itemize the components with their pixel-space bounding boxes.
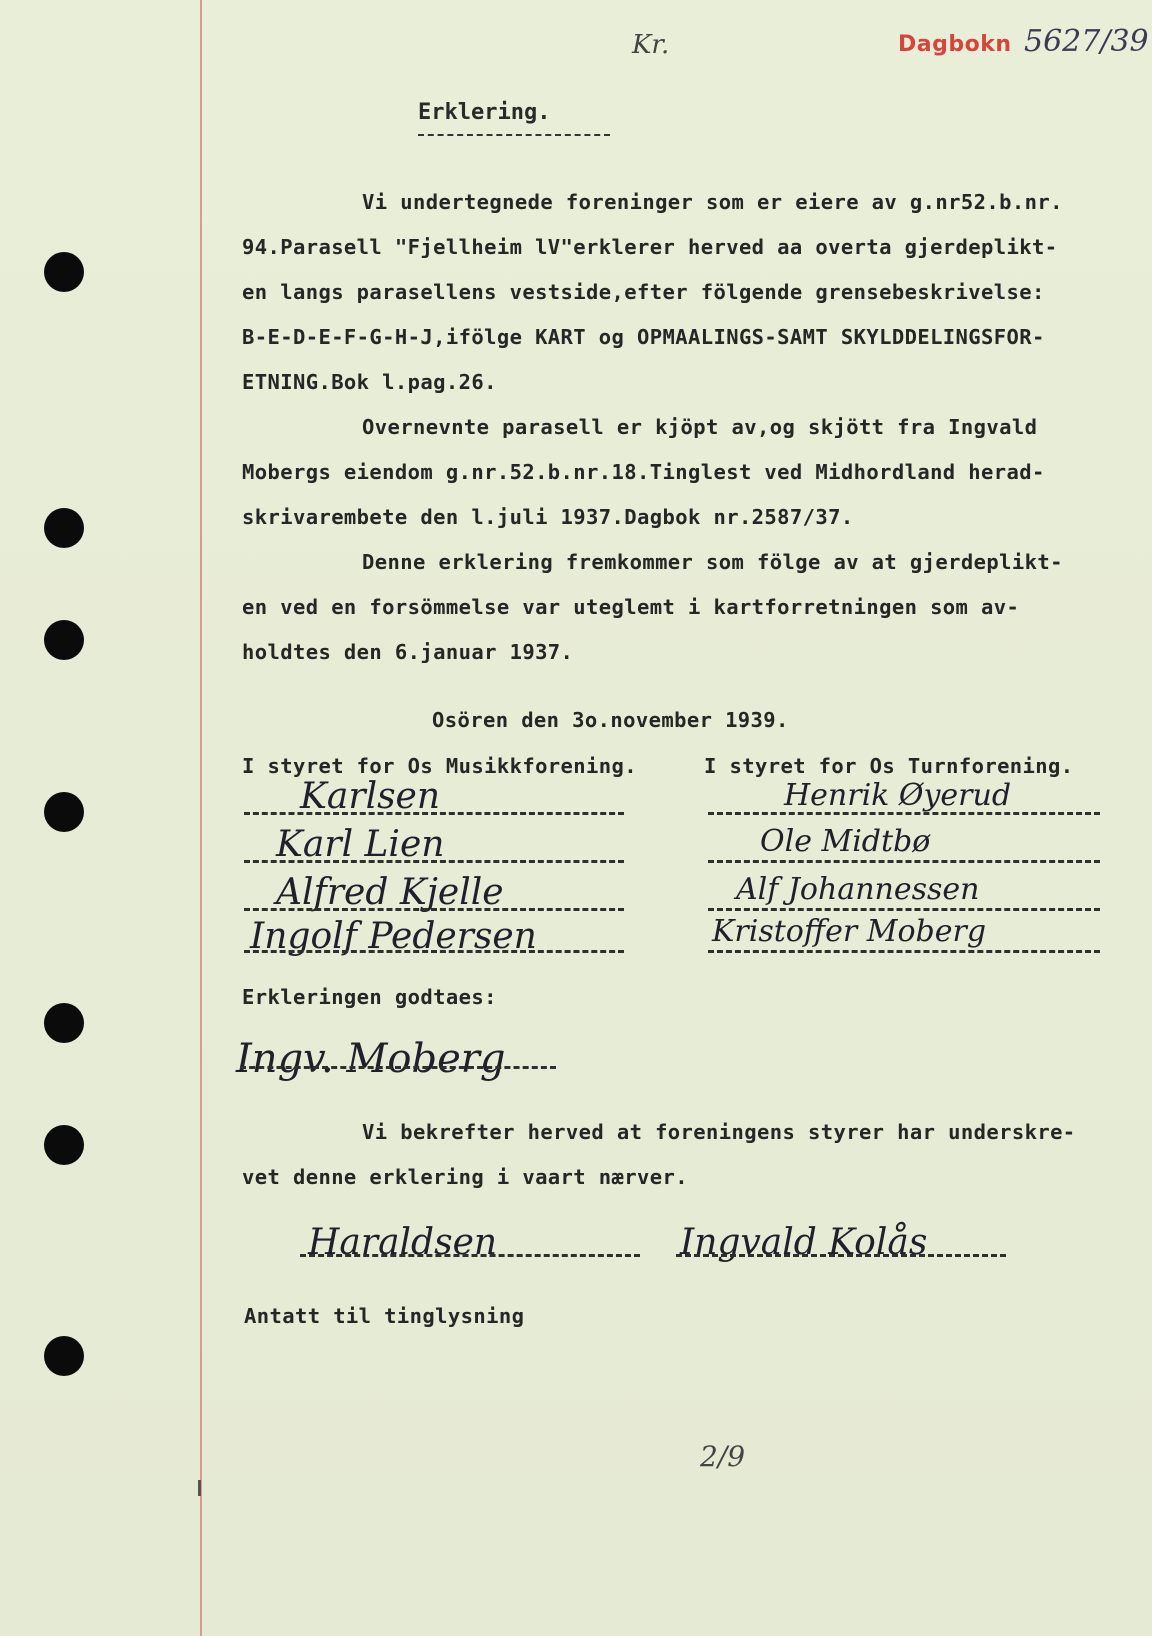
signature-right-2: Ole Midtbø <box>760 824 931 859</box>
body-line: Overnevnte parasell er kjöpt av,og skjött fra Ingvald <box>362 415 1038 439</box>
signature-left-2: Karl Lien <box>276 824 445 865</box>
accepted-label: Erkleringen godtaes: <box>242 985 497 1009</box>
punch-hole-icon <box>44 792 84 832</box>
margin-rule <box>200 0 202 1636</box>
punch-hole-icon <box>44 508 84 548</box>
signature-line <box>300 1254 640 1257</box>
accepted-signature: Ingv. Moberg <box>236 1036 506 1082</box>
margin-tick <box>198 1480 201 1496</box>
signature-line <box>244 908 624 911</box>
punch-hole-icon <box>44 1336 84 1376</box>
body-line: ETNING.Bok l.pag.26. <box>242 370 497 394</box>
signature-left-4: Ingolf Pedersen <box>250 916 537 957</box>
date-line: Osören den 3o.november 1939. <box>432 708 789 732</box>
signature-left-3: Alfred Kjelle <box>276 872 504 913</box>
signature-line <box>708 950 1100 953</box>
dagbok-number: 5627/39 <box>1024 24 1149 59</box>
body-line: en ved en forsömmelse var uteglemt i kartforretningen som av- <box>242 595 1020 619</box>
body-line: Denne erklering fremkommer som fölge av at gjerdeplikt- <box>362 550 1063 574</box>
signature-line <box>244 950 624 953</box>
body-line: Mobergs eiendom g.nr.52.b.nr.18.Tinglest ved Midhordland herad- <box>242 460 1045 484</box>
left-board-heading: I styret for Os Musikkforening. <box>242 754 638 778</box>
punch-hole-icon <box>44 1003 84 1043</box>
witness-signature-1: Haraldsen <box>308 1222 498 1263</box>
body-line: 94.Parasell "Fjellheim lV"erklerer herved aa overta gjerdeplikt- <box>242 235 1058 259</box>
title-underline <box>418 134 610 136</box>
signature-line <box>244 860 624 863</box>
punch-hole-icon <box>44 620 84 660</box>
page-mark: 2/9 <box>700 1440 746 1473</box>
body-line: Vi undertegnede foreninger som er eiere av g.nr52.b.nr. <box>362 190 1063 214</box>
body-line: skrivarembete den l.juli 1937.Dagbok nr.2587/37. <box>242 505 854 529</box>
top-handwritten-mark: Kr. <box>632 30 670 60</box>
body-line: holdtes den 6.januar 1937. <box>242 640 574 664</box>
signature-right-3: Alf Johannessen <box>736 872 980 907</box>
signature-line <box>708 812 1100 815</box>
dagbok-stamp: Dagbokn <box>898 32 1012 57</box>
body-line: B-E-D-E-F-G-H-J,ifölge KART og OPMAALINGS-SAMT SKYLDDELINGSFOR- <box>242 325 1045 349</box>
signature-right-1: Henrik Øyerud <box>784 778 1012 813</box>
signature-line <box>240 1066 556 1069</box>
signature-left-1: Karlsen <box>300 776 441 817</box>
right-board-heading: I styret for Os Turnforening. <box>704 754 1074 778</box>
footer-line: Antatt til tinglysning <box>244 1304 525 1328</box>
body-line: en langs parasellens vestside,efter fölgende grensebeskrivelse: <box>242 280 1045 304</box>
witness-signature-2: Ingvald Kolås <box>680 1222 928 1263</box>
witness-line: Vi bekrefter herved at foreningens styrer har underskre- <box>362 1120 1076 1144</box>
signature-right-4: Kristoffer Moberg <box>712 914 987 949</box>
signature-line <box>244 812 624 815</box>
witness-line: vet denne erklering i vaart nærver. <box>242 1165 688 1189</box>
signature-line <box>708 860 1100 863</box>
signature-line <box>676 1254 1006 1257</box>
punch-hole-icon <box>44 1125 84 1165</box>
punch-hole-icon <box>44 252 84 292</box>
signature-line <box>708 908 1100 911</box>
document-title: Erklering. <box>418 100 551 125</box>
